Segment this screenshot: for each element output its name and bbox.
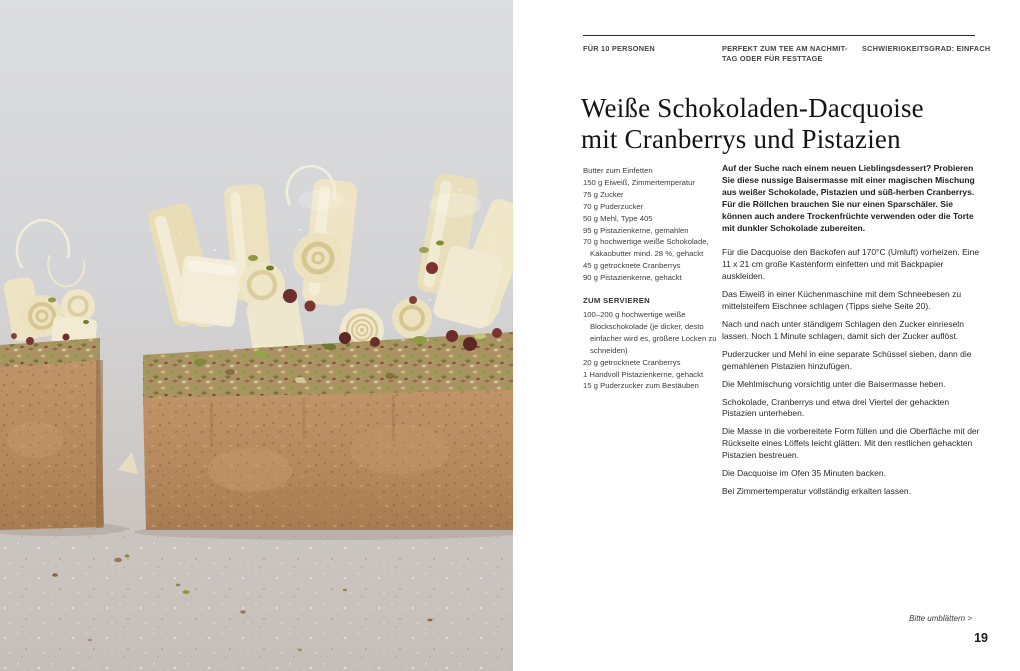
ingredient-item: 70 g hochwertige weiße Schokolade, Kakaobutter mind. 28 %, gehackt [583,237,709,259]
method-column [722,163,980,504]
step-paragraph: Puderzucker und Mehl in eine separate Schüssel sieben, dann die gemahlenen Pistazien hinzufügen. [722,348,972,371]
step-paragraph: Für die Dacquoise den Backofen auf 170°C (Umluft) vorheizen. Eine 11 x 21 cm große Kastenform einfetten und mit Backpapier auskleiden. [722,247,980,282]
step-paragraph: Die Dacquoise im Ofen 35 Minuten backen. [722,468,886,479]
recipe-title-line1: Weiße Schokoladen-Dacquoise [581,93,924,123]
step-paragraph: Die Masse in die vorbereitete Form füllen und die Oberfläche mit der Rückseite eines Löffels leicht glätten. Mit den restlichen gehackten Pistazien bestreuen. [722,426,980,461]
ingredient-item: 50 g Mehl, Type 405 [583,213,653,223]
ingredient-item: 95 g Pistazienkerne, gemahlen [583,225,689,235]
step-paragraph: Das Eiweiß in einer Küchenmaschine mit dem Schneebesen zu mittelsteifem Eischnee schlagen (Tipps siehe Seite 20). [722,289,962,312]
serving-item: 100–200 g hochwertige weiße Blockschokolade (je dicker, desto einfacher wird es, größere Locken zu schneiden) [583,309,717,355]
ingredient-item: 90 g Pistazienkerne, gehackt [583,273,682,283]
step-paragraph: Nach und nach unter ständigem Schlagen den Zucker einrieseln lassen. Noch 1 Minute schlagen, damit sich der Zucker auflöst. [722,318,964,341]
page-number: 19 [974,631,988,645]
serving-list [583,309,725,392]
ingredient-item: Butter zum Einfetten [583,166,653,175]
ingredient-item: 75 g Zucker [583,189,624,199]
serving-heading: ZUM SERVIEREN [583,296,650,306]
step-paragraph: Schokolade, Cranberrys und etwa drei Viertel der gehackten Pistazien unterheben. [722,396,950,419]
serving-item: 20 g getrocknete Cranberrys [583,357,681,367]
occasion-line2: TAG ODER FÜR FESTTAGE [722,54,823,63]
ingredient-item: 45 g getrocknete Cranberrys [583,261,681,271]
serving-item: 15 g Puderzucker zum Bestäuben [583,381,699,391]
page-turn-note: Bitte umblättern > [909,614,972,623]
ingredient-item: 70 g Puderzucker [583,201,644,211]
servings-label: FÜR 10 PERSONEN [583,44,655,53]
recipe-title [581,93,924,155]
step-paragraph: Die Mehlmischung vorsichtig unter die Baisermasse heben. [722,378,946,389]
header-rule [583,35,975,36]
intro-paragraph: Auf der Suche nach einem neuen Lieblingsdessert? Probieren Sie diese nussige Baisermasse mit einer magischen Mischung aus weißer Schokolade, Pistazien und süß-herben Cranberrys. Für die Röllchen brauchen Sie nur einen Sparschäler. Sie können auch andere Trockenfrüchte verwenden oder die Torte mit dunkler Schokolade zubereiten. [722,163,975,233]
serving-item: 1 Handvoll Pistazienkerne, gehackt [583,369,704,379]
occasion-label [722,44,848,64]
difficulty-label: SCHWIERIGKEITSGRAD: EINFACH [862,44,991,53]
ingredients-column [583,165,725,392]
recipe-title-line2: mit Cranberrys und Pistazien [581,124,901,154]
ingredients-list [583,165,725,284]
table-surface [0,524,513,671]
step-paragraph: Bei Zimmertemperatur vollständig erkalten lassen. [722,485,911,496]
occasion-line1: PERFEKT ZUM TEE AM NACHMIT- [722,44,848,53]
ingredient-item: 150 g Eiweiß, Zimmertemperatur [583,177,695,187]
